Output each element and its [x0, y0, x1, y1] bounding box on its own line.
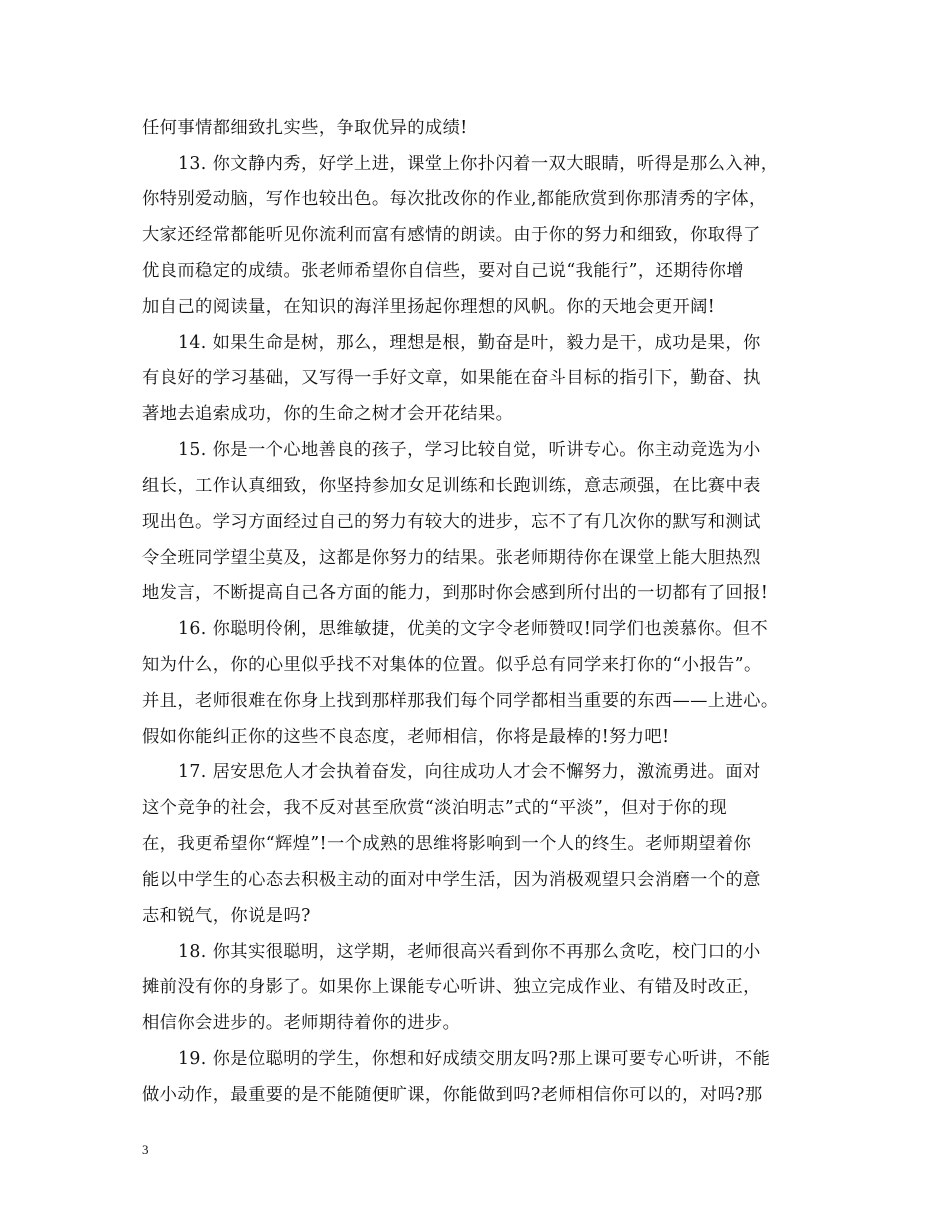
text-line: 任何事情都细致扎实些，争取优异的成绩!: [142, 118, 468, 138]
text-line: 地发言，不断提高自己各方面的能力，到那时你会感到所付出的一切都有了回报!: [142, 583, 769, 603]
text-line: 大家还经常都能听见你流利而富有感情的朗读。由于你的努力和细致，你取得了: [142, 225, 761, 245]
text-line: 假如你能纠正你的这些不良态度，老师相信，你将是最棒的!努力吧!: [142, 727, 670, 747]
paragraph-15-start: 15. 你是一个心地善良的孩子，学习比较自觉，听讲专心。你主动竞选为小: [178, 440, 761, 460]
text-line: 加自己的阅读量，在知识的海洋里扬起你理想的风帆。你的天地会更开阔!: [142, 297, 716, 317]
text-line: 能以中学生的心态去积极主动的面对中学生活，因为消极观望只会消磨一个的意: [142, 870, 761, 890]
paragraph-18-start: 18. 你其实很聪明，这学期，老师很高兴看到你不再那么贪吃，校门口的小: [178, 942, 761, 962]
text-line: 优良而稳定的成绩。张老师希望你自信些，要对自己说“我能行”，还期待你增: [142, 261, 744, 281]
text-line: 你特别爱动脑，写作也较出色。每次批改你的作业,都能欣赏到你那清秀的字体，: [142, 189, 767, 209]
text-line: 在，我更希望你“辉煌”!一个成熟的思维将影响到一个人的终生。老师期望着你: [142, 834, 752, 854]
paragraph-19-start: 19. 你是位聪明的学生，你想和好成绩交朋友吗?那上课可要专心听讲，不能: [178, 1049, 771, 1069]
paragraph-16-start: 16. 你聪明伶俐，思维敏捷，优美的文字令老师赞叹!同学们也羡慕你。但不: [178, 619, 769, 639]
paragraph-13-start: 13. 你文静内秀，好学上进，课堂上你扑闪着一双大眼睛，听得是那么入神，: [178, 154, 779, 174]
paragraph-14-start: 14. 如果生命是树，那么，理想是根，勤奋是叶，毅力是干，成功是果，你: [178, 333, 761, 353]
text-line: 令全班同学望尘莫及，这都是你努力的结果。张老师期待你在课堂上能大胆热烈: [142, 548, 761, 568]
text-line: 这个竞争的社会，我不反对甚至欣赏“淡泊明志”式的“平淡”，但对于你的现: [142, 798, 728, 818]
text-line: 知为什么，你的心里似乎找不对集体的位置。似乎总有同学来打你的“小报告”。: [142, 655, 762, 675]
text-line: 有良好的学习基础，又写得一手好文章，如果能在奋斗目标的指引下，勤奋、执: [142, 368, 761, 388]
text-line: 志和锐气，你说是吗?: [142, 906, 311, 926]
text-line: 组长，工作认真细致，你坚持参加女足训练和长跑训练，意志顽强，在比赛中表: [142, 476, 761, 496]
text-line: 做小动作，最重要的是不能随便旷课，你能做到吗?老师相信你可以的，对吗?那: [142, 1085, 763, 1105]
text-line: 著地去追索成功，你的生命之树才会开花结果。: [142, 404, 514, 424]
text-line: 相信你会进步的。老师期待着你的进步。: [142, 1013, 461, 1033]
text-line: 并且，老师很难在你身上找到那样那我们每个同学都相当重要的东西——上进心。: [142, 691, 779, 711]
text-line: 现出色。学习方面经过自己的努力有较大的进步，忘不了有几次你的默写和测试: [142, 512, 761, 532]
page-number: 3: [142, 1142, 149, 1157]
text-line: 摊前没有你的身影了。如果你上课能专心听讲、独立完成作业、有错及时改正，: [142, 977, 761, 997]
paragraph-17-start: 17. 居安思危人才会执着奋发，向往成功人才会不懈努力，激流勇进。面对: [178, 762, 761, 782]
